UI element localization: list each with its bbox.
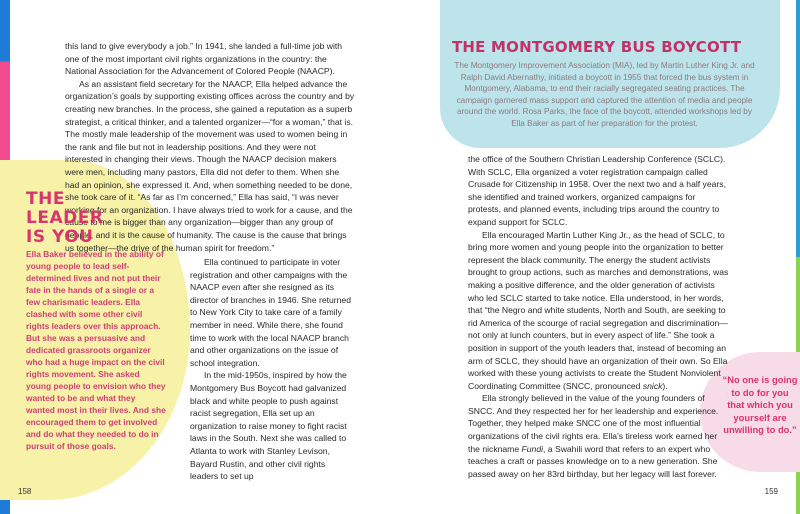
right-page-body xyxy=(468,153,730,480)
right-paragraph-3-end: , a Swahili word that refers to an expert who teaches a craft or passes knowledge on to a new generation. She passed away on her 83rd birthday, but her legacy will last forever. xyxy=(468,443,718,479)
sidebar-title xyxy=(26,190,103,247)
left-page-body-lower xyxy=(190,256,355,483)
boycott-box-title: THE MONTGOMERY BUS BOYCOTT xyxy=(452,38,742,56)
left-paragraph-3: Ella continued to participate in voter registration and other campaigns with the NAACP even after she resigned as its director of branches in 1946. She returned to New York City to take care of a family member in need. While there, she found time to work with the local NAACP branch and other organizations on the issue of school integration. xyxy=(190,257,351,368)
left-paragraph-1: this land to give everybody a job.” In 1941, she landed a full-time job with one of the most important civil rights organizations in the country: the National Association for the Advancement of Colored People (NAACP). xyxy=(65,41,343,77)
sidebar-body: Ella Baker believed in the ability of young people to lead self-determined lives and not put their fate in the hands of a single or a few charismatic leaders. Ella clashed with some other civil rights leaders over this approach. But she was a persuasive and dedicated grassroots organizer who had a huge impact on the civil rights movement. She asked young people to envision who they wanted to be and what they wanted most in their lives. And she encouraged them to get involved and do what they needed to do in pursuit of those goals. xyxy=(26,249,166,451)
right-paragraph-3-italic: Fundi xyxy=(521,443,544,454)
right-paragraph-2-end: ). xyxy=(662,380,668,391)
boycott-box-body: The Montgomery Improvement Association (MIA), led by Martin Luther King Jr. and Ralph David Abernathy, initiated a boycott in 1955 that forced the bus system in Montgomery, Alabama, to end their racially segregated seating practices. The campaign garnered mass support and captured the attention of media and people around the world. Rosa Parks, the face of the boycott, attended workshops led by Ella Baker as part of her preparation for the protest. xyxy=(454,61,755,128)
left-paragraph-2-text: As an assistant field secretary for the NAACP, Ella helped advance the organization’s goals by supporting existing offices across the country and by creating new branches. In the process, she gained a reputation as a superb strategist, a critical thinker, and a talented organizer—“for a woman,” that is. The mostly male leadership of the movement was used to women being in the rank and file but not in leadership positions. And they were not interested in changing their views. Though the NAACP decision makers were men, including many pastors, Ella did not defer to them. When she had an opinion, she expressed it. And, when something needed to be done, she took care of it. “As far as I’m concerned,” Ella has said, “I was never working for an organization. I have always tried to work for a cause, and the cause to me is bigger than any organization—bigger than any group of people, and it is the cause of humanity. The cause is the cause that brings us together—the drive of the human spirit for freedom.” xyxy=(65,78,355,253)
sidebar-title-line-1: THE xyxy=(26,189,65,209)
right-paragraph-3 xyxy=(468,392,730,480)
pull-quote: “No one is going to do for you that which you yourself are unwilling to do.” xyxy=(722,374,798,436)
sidebar-title-line-2: LEADER xyxy=(26,208,104,228)
page-number-right: 159 xyxy=(764,487,778,496)
left-paragraph-2 xyxy=(65,78,355,254)
left-page-body xyxy=(65,40,355,256)
right-paragraph-1: the office of the Southern Christian Leadership Conference (SCLC). With SCLC, Ella organized a voter registration campaign called Crusade for Citizenship in 1958. Over the next two and a half years, she identified and trained workers, organized campaigns for protests, and planned events, including trips around the country to expand support for SCLC. xyxy=(468,154,726,227)
sidebar-title-line-3: IS YOU xyxy=(26,227,94,247)
page-number-left: 158 xyxy=(18,487,32,496)
right-paragraph-2-italic: snick xyxy=(642,380,663,391)
right-paragraph-3-start: Ella strongly believed in the value of the young founders of SNCC. And they respected her for her leadership and experience. Together, they helped make SNCC one of the most influential organizations of the civil rights era. Ella’s tireless work earned her the nickname xyxy=(468,393,719,454)
left-paragraph-4: In the mid-1950s, inspired by how the Montgomery Bus Boycott had galvanized black and white people to push against racist segregation, Ella set up an organization to raise money to fight racist laws in the South. Next she was called to Atlanta to work with Stanley Levison, Bayard Rustin, and other civil rights leaders to set up xyxy=(190,370,347,482)
right-paragraph-2-text: Ella encouraged Martin Luther King Jr., as the head of SCLC, to bring more women and young people into the organization to better represent the black community. The energy the student activists brought to group actions, such as marches and demonstrations, was making a positive difference, and the older generation of activists who led SCLC started to take notice. Ella understood, in her words, that “the Negro and white students, North and South, are seeking to rid America of the scourge of racial segregation and discrimination—not only at lunch counters, but in every aspect of life.” She took a position in support of the youth leaders that, instead of becoming an arm of SCLC, they should have an organization of their own. So Ella worked with these young activists to create the Student Nonviolent Coordinating Committee (SNCC, pronounced xyxy=(468,229,729,391)
right-paragraph-2 xyxy=(468,229,730,393)
